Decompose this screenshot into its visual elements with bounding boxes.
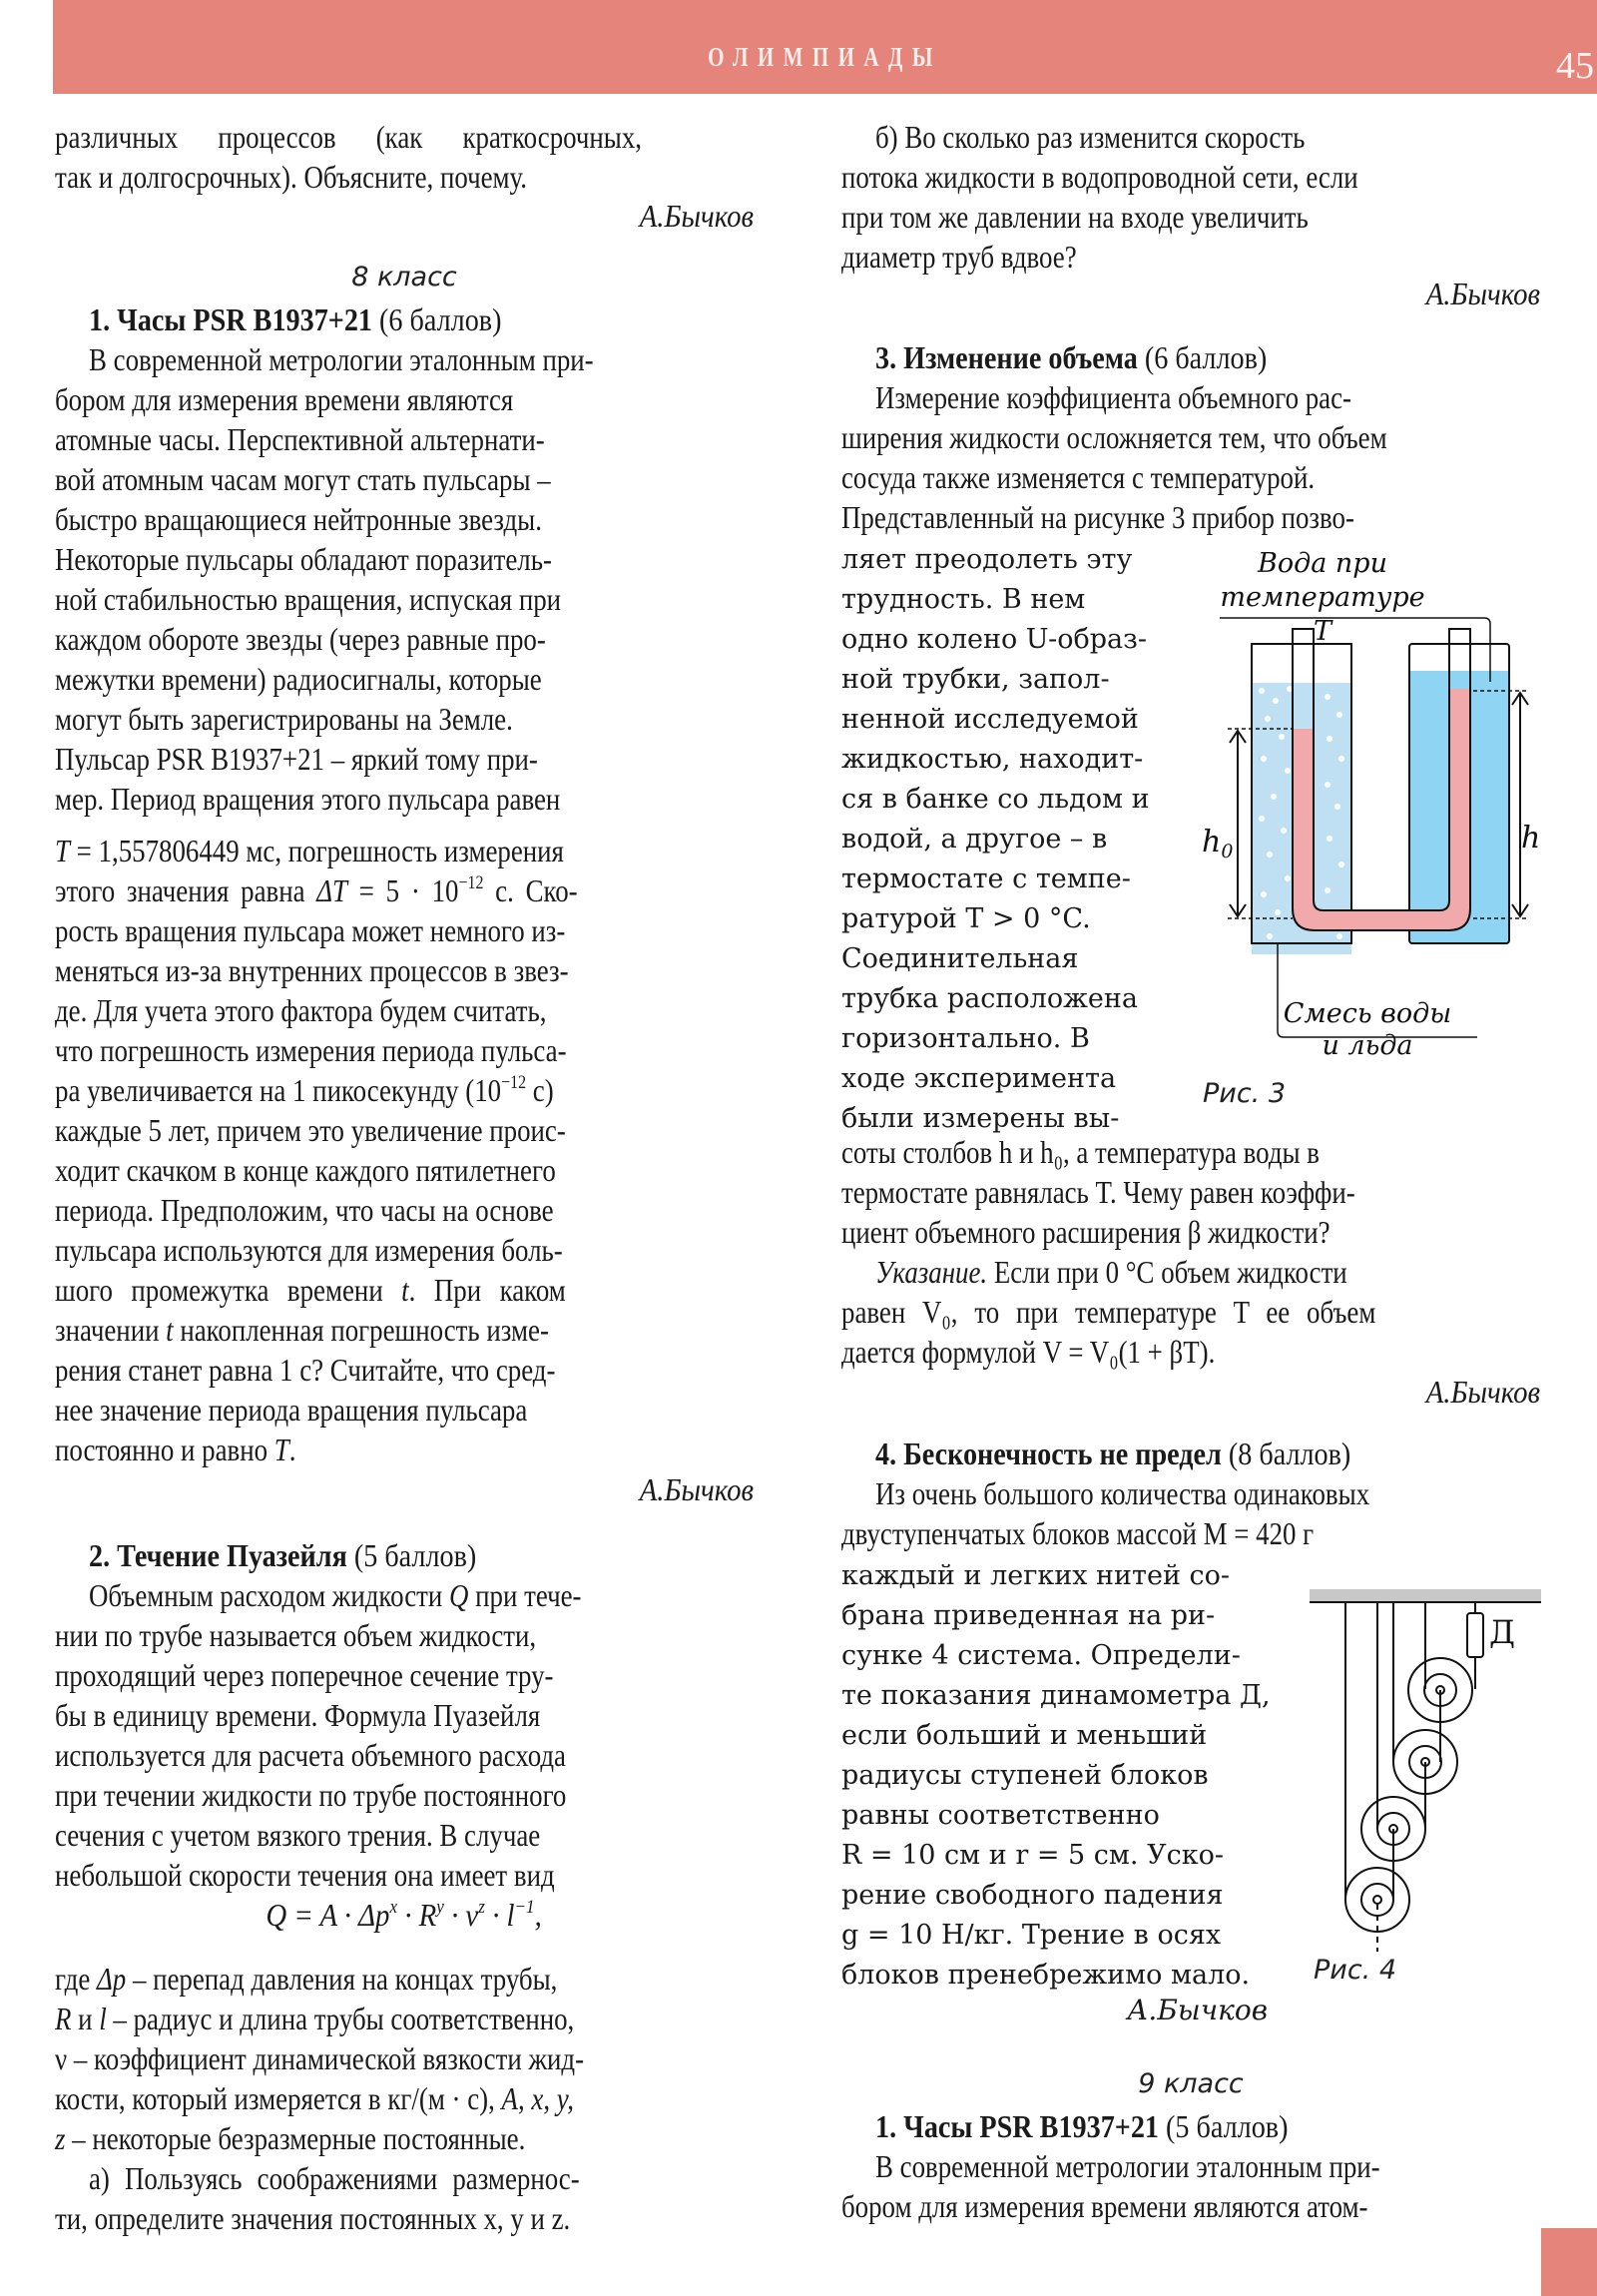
- dynamometer-label: Д: [1489, 1613, 1516, 1651]
- text-line: каждый и легких нитей со-: [841, 1560, 1231, 1591]
- text-line: одно колено U-образ-: [841, 624, 1147, 655]
- text-line: что погрешность измерения периода пульса-: [55, 1032, 567, 1068]
- text-line: ся в банке со льдом и: [841, 784, 1150, 815]
- text-line: бы в единицу времени. Формула Пуазейля: [55, 1697, 541, 1733]
- text-line: нее значение периода вращения пульсара: [55, 1392, 528, 1428]
- author-signature: А.Бычков: [1425, 276, 1540, 311]
- text-line: ра увеличивается на 1 пикосекунду ($10^{-12}$ с): [55, 1072, 554, 1108]
- text-line: каждом обороте звезды (через равные про-: [55, 621, 546, 657]
- figure-4-pulley-system: [1278, 1567, 1597, 2007]
- text-line: ходит скачком в конце каждого пятилетнего: [55, 1152, 556, 1188]
- figure-3-bottom-label: Смесь воды и льда: [1283, 998, 1452, 1061]
- h0-arrow: [1230, 731, 1246, 916]
- text-line: при том же давлении на входе увеличить: [841, 199, 1309, 235]
- task-title: 4. Бесконечность не предел (8 баллов): [875, 1435, 1351, 1471]
- text-line: используется для расчета объемного расхода: [55, 1737, 566, 1773]
- author-signature: А.Бычков: [639, 1471, 754, 1507]
- text-line: диаметр труб вдвое?: [841, 239, 1077, 275]
- grade-heading-8: 8 класс: [351, 262, 457, 292]
- text-line: R и l – радиус и длина трубы соответственно,: [55, 2001, 575, 2036]
- h-arrow: [1512, 693, 1528, 916]
- corner-tab: [1541, 2228, 1597, 2296]
- ceiling: [1310, 1589, 1541, 1602]
- text-line: рения станет равна 1 с? Считайте, что сред-: [55, 1352, 556, 1388]
- text-line: блоков пренебрежимо мало.: [841, 1960, 1251, 1991]
- text-line: ν – коэффициент динамической вязкости жид-: [55, 2040, 585, 2076]
- text-line: небольшой скорости течения она имеет вид: [55, 1857, 555, 1893]
- task-title: 1. Часы PSR B1937+21 (5 баллов): [875, 2108, 1289, 2144]
- text-line: Некоторые пульсары обладают поразитель-: [55, 541, 552, 577]
- text-line: вой атомным часам могут стать пульсары –: [55, 461, 551, 497]
- text-line: ной стабильностью вращения, испуская при: [55, 581, 562, 617]
- text-line: Представленный на рисунке 3 прибор позво-: [841, 499, 1354, 535]
- figure-3-caption: Рис. 3: [1203, 1078, 1287, 1109]
- text-line: g = 10 Н/кг. Трение в осях: [841, 1920, 1222, 1951]
- text-line: где Δp – перепад давления на концах трубы,: [55, 1961, 558, 1997]
- text-line: Из очень большого количества одинаковых: [875, 1475, 1370, 1511]
- text-line: атомные часы. Перспективной альтернати-: [55, 421, 545, 457]
- text-line: В современной метрологии эталонным при-: [875, 2148, 1380, 2184]
- section-title: ОЛИМПИАДЫ: [708, 42, 942, 72]
- text-line: сосуда также изменяется с температурой.: [841, 459, 1316, 495]
- page-header: [53, 0, 1597, 94]
- task-title: 1. Часы PSR B1937+21 (6 баллов): [89, 301, 502, 337]
- text-line: равен V₀, то при температуре T ее объем: [841, 1294, 1376, 1330]
- text-line: бором для измерения времени являются атом-: [841, 2188, 1368, 2224]
- text-line: жидкостью, находит-: [841, 744, 1144, 775]
- text-line: трудность. В нем: [841, 584, 1086, 615]
- text-line: значении t накопленная погрешность изме-: [55, 1312, 549, 1348]
- text-line: ляет преодолеть эту: [841, 544, 1133, 575]
- author-signature: А.Бычков: [639, 198, 754, 234]
- text-line: ти, определите значения постоянных x, y и z.: [55, 2200, 571, 2236]
- text-line: пульсара используются для измерения боль-: [55, 1232, 563, 1268]
- text-line: дается формулой V = V₀(1 + βT).: [841, 1334, 1216, 1370]
- page-number: 45: [1556, 45, 1594, 87]
- text-line: T = 1,557806449 мс, погрешность измерения: [55, 833, 564, 868]
- text-line: циент объемного расширения β жидкости?: [841, 1214, 1331, 1250]
- poiseuille-formula: $Q = A \cdot \Delta p^x \cdot R^y \cdot \nu^z \cdot l^{-1}$,: [266, 1897, 543, 1933]
- text-line: ненной исследуемой: [841, 704, 1139, 735]
- pulleys: [1345, 1658, 1472, 1932]
- text-line: сечения с учетом вязкого трения. В случае: [55, 1817, 541, 1853]
- hint-line: Указание. Если при 0 °С объем жидкости: [875, 1254, 1347, 1290]
- text-line: потока жидкости в водопроводной сети, если: [841, 159, 1358, 195]
- text-line: радиусы ступеней блоков: [841, 1760, 1209, 1791]
- text-line: мер. Период вращения этого пульсара равен: [55, 781, 561, 817]
- text-line: так и долгосрочных). Объясните, почему.: [55, 159, 527, 195]
- text-line: при течении жидкости по трубе постоянного: [55, 1777, 567, 1813]
- text-line: кости, который измеряется в кг/(м · с), A, x, y,: [55, 2080, 574, 2116]
- text-line: В современной метрологии эталонным при-: [89, 341, 594, 377]
- text-line: проходящий через поперечное сечение тру-: [55, 1657, 554, 1693]
- text-line: бором для измерения времени являются: [55, 381, 514, 417]
- task-title: 2. Течение Пуазейля (5 баллов): [89, 1537, 477, 1573]
- text-line: сунке 4 система. Определи-: [841, 1640, 1241, 1671]
- figure-4-caption: Рис. 4: [1314, 1955, 1397, 1986]
- h0-label: $h_0$: [1202, 825, 1234, 862]
- author-signature: А.Бычков: [1127, 1994, 1268, 2026]
- task-title: 3. Изменение объема (6 баллов): [875, 339, 1268, 375]
- text-line: б) Во сколько раз изменится скорость: [875, 119, 1306, 155]
- text-line: равны соответственно: [841, 1800, 1160, 1831]
- text-line: нии по трубе называется объем жидкости,: [55, 1617, 537, 1653]
- text-line: горизонтально. В: [841, 1023, 1090, 1054]
- text-line: ратурой T > 0 °C.: [841, 903, 1091, 934]
- text-line: ширения жидкости осложняется тем, что объем: [841, 419, 1387, 455]
- text-line: постоянно и равно T.: [55, 1432, 296, 1467]
- figure-3-top-label: Вода при температуре T: [1220, 548, 1425, 647]
- text-line: каждые 5 лет, причем это увеличение проис-: [55, 1112, 566, 1148]
- text-line: Пульсар PSR B1937+21 – яркий тому при-: [55, 741, 538, 777]
- text-line: рение свободного падения: [841, 1880, 1224, 1911]
- text-line: z – некоторые безразмерные постоянные.: [55, 2120, 526, 2156]
- text-line: Соединительная: [841, 943, 1079, 974]
- text-line: термостате с темпе-: [841, 863, 1131, 894]
- text-line: если больший и меньший: [841, 1720, 1208, 1751]
- text-line: R = 10 см и r = 5 см. Уско-: [841, 1840, 1224, 1871]
- text-line: трубка расположена: [841, 983, 1138, 1014]
- text-line: брана приведенная на ри-: [841, 1600, 1216, 1631]
- text-line: различных процессов (как краткосрочных,: [55, 119, 642, 155]
- text-line: ходе эксперимента: [841, 1063, 1117, 1094]
- text-line: рость вращения пульсара может немного из-: [55, 912, 566, 948]
- text-line: двуступенчатых блоков массой M = 420 г: [841, 1515, 1315, 1551]
- text-line: соты столбов h и h₀, а температура воды в: [841, 1134, 1320, 1170]
- dynamometer: [1467, 1613, 1483, 1657]
- text-line: Объемным расходом жидкости Q при тече-: [89, 1577, 582, 1613]
- text-line: те показания динамометра Д,: [841, 1680, 1271, 1711]
- text-line: Измерение коэффициента объемного рас-: [875, 379, 1351, 415]
- text-line: ной трубки, запол-: [841, 664, 1110, 695]
- text-line: быстро вращающиеся нейтронные звезды.: [55, 501, 542, 537]
- author-signature: А.Бычков: [1425, 1374, 1540, 1410]
- grade-heading-9: 9 класс: [1138, 2068, 1244, 2099]
- text-line: меняться из-за внутренних процессов в звез-: [55, 952, 569, 988]
- text-line: этого значения равна $\Delta T = 5 \cdot 10^{-12}$ с. Ско-: [55, 872, 578, 908]
- text-line: шого промежутка времени t. При каком: [55, 1272, 566, 1308]
- text-line: а) Пользуясь соображениями размернос-: [89, 2160, 580, 2196]
- text-line: межутки времени) радиосигналы, которые: [55, 661, 542, 697]
- text-line: могут быть зарегистрированы на Земле.: [55, 701, 513, 737]
- text-line: термостате равнялась T. Чему равен коэффи-: [841, 1174, 1355, 1210]
- text-line: де. Для учета этого фактора будем считать,: [55, 992, 547, 1028]
- text-line: были измерены вы-: [841, 1103, 1120, 1134]
- h-label: h: [1521, 821, 1541, 856]
- text-line: водой, а другое – в: [841, 824, 1108, 855]
- text-line: периода. Предположим, что часы на основе: [55, 1192, 554, 1228]
